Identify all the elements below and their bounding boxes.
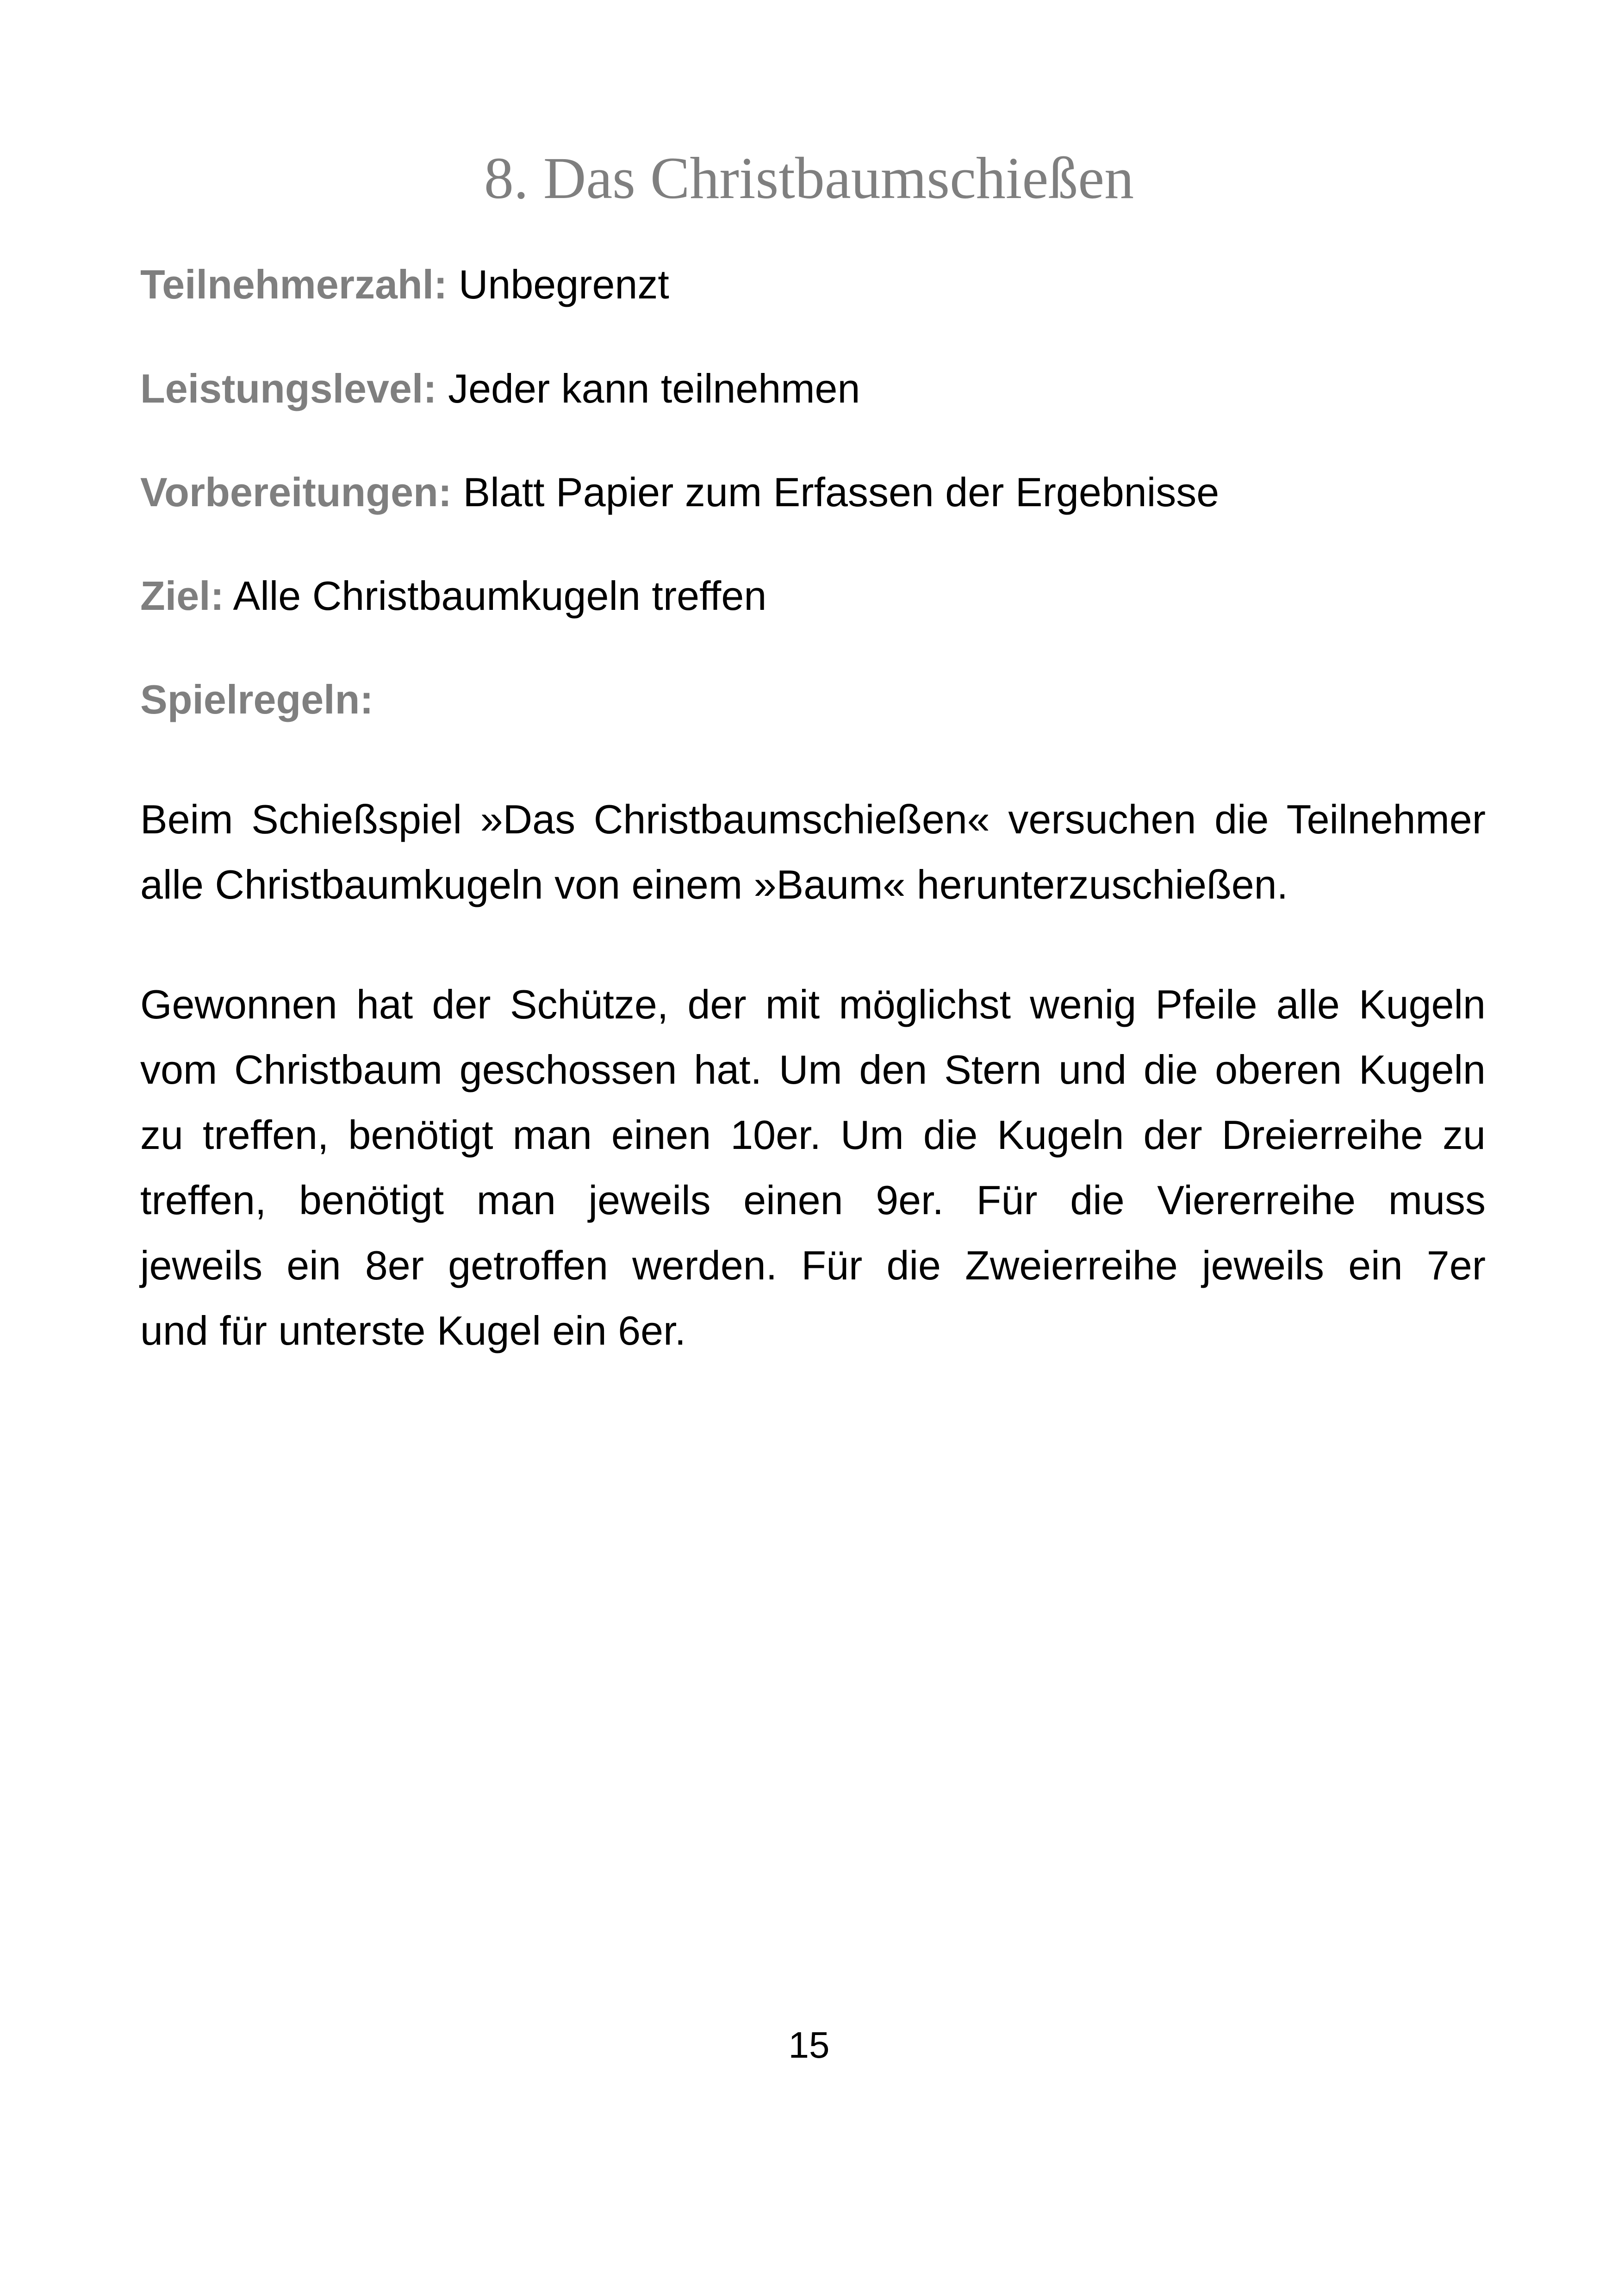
field-leistungslevel	[140, 363, 860, 414]
page-number: 15	[788, 2024, 830, 2066]
field-vorbereitungen	[140, 467, 1219, 518]
field-value: Jeder kann teilnehmen	[448, 366, 860, 411]
field-value: Blatt Papier zum Erfassen der Ergebnisse	[463, 469, 1220, 515]
field-label: Ziel:	[140, 573, 224, 619]
field-value: Alle Christbaumkugeln treffen	[233, 573, 767, 619]
rules-paragraph-scoring	[140, 972, 1486, 1363]
field-label: Vorbereitungen:	[140, 469, 452, 515]
paragraph-line: vom Christbaum geschossen hat. Um den Stern und die oberen Kugeln	[140, 1047, 1486, 1092]
paragraph-line: jeweils ein 8er getroffen werden. Für die Zweierreihe jeweils ein 7er	[140, 1242, 1486, 1288]
paragraph-line: treffen, benötigt man jeweils einen 9er. Für die Viererreihe muss	[140, 1177, 1486, 1223]
field-value: Unbegrenzt	[458, 261, 669, 307]
paragraph-line: alle Christbaumkugeln von einem »Baum« herunterzuschießen.	[140, 862, 1288, 907]
paragraph-line: zu treffen, benötigt man einen 10er. Um die Kugeln der Dreierreihe zu	[140, 1112, 1486, 1158]
field-teilnehmerzahl	[140, 259, 669, 310]
paragraph-line: Gewonnen hat der Schütze, der mit möglichst wenig Pfeile alle Kugeln	[140, 981, 1486, 1027]
page-title: 8. Das Christbaumschießen	[484, 145, 1134, 211]
field-spielregeln	[140, 674, 373, 725]
rules-paragraph-intro	[140, 787, 1486, 917]
field-label: Teilnehmerzahl:	[140, 261, 448, 307]
paragraph-line: und für unterste Kugel ein 6er.	[140, 1308, 686, 1353]
field-label: Leistungslevel:	[140, 366, 437, 411]
paragraph-line: Beim Schießspiel »Das Christbaumschießen« versuchen die Teilnehmer	[140, 796, 1486, 842]
field-ziel	[140, 571, 766, 621]
field-label: Spielregeln:	[140, 676, 373, 722]
